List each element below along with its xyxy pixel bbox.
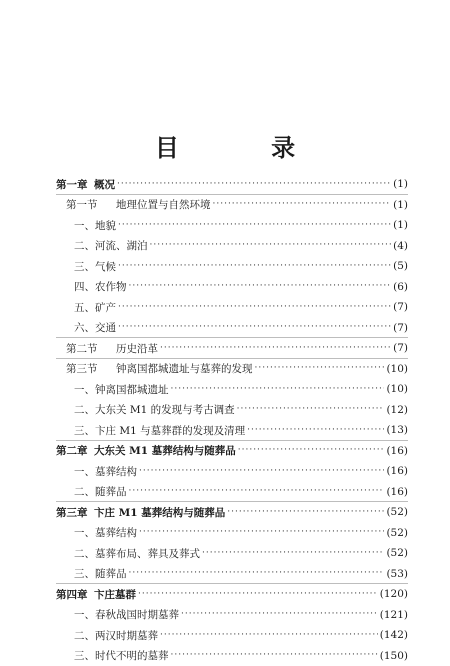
toc-entry-number: 一、 — [74, 607, 95, 622]
dot-leader — [181, 610, 378, 619]
toc-entry-page: (7) — [393, 322, 408, 334]
toc-entry — [56, 605, 408, 626]
toc-entry — [56, 420, 408, 441]
dot-leader — [160, 344, 391, 353]
toc-entry-number: 第二章 — [56, 443, 94, 458]
toc-entry-label: 概况 — [94, 177, 115, 192]
toc-entry-label: 气候 — [95, 259, 116, 274]
toc-entry-number: 四、 — [74, 279, 95, 294]
toc-entry-label: 地貌 — [95, 218, 116, 233]
dot-leader — [138, 590, 378, 599]
toc-entry-number: 三、 — [74, 566, 95, 581]
toc-entry-number: 第一节 — [66, 197, 116, 212]
page-title: 目 录 — [0, 128, 450, 163]
dot-leader — [118, 323, 391, 332]
toc-entry-page: (1) — [393, 178, 408, 190]
toc-entry-number: 二、 — [74, 238, 95, 253]
toc-entry-label: 钟离国都城遗址与墓葬的发现 — [116, 361, 253, 376]
toc-entry-number: 三、 — [74, 423, 95, 438]
dot-leader — [202, 549, 384, 558]
toc-entry — [56, 359, 408, 380]
toc-entry-number: 二、 — [74, 484, 95, 499]
toc-entry — [56, 441, 408, 462]
toc-entry-number: 二、 — [74, 546, 95, 561]
dot-leader — [213, 200, 392, 209]
toc-entry-number: 六、 — [74, 320, 95, 335]
toc-entry-page: (120) — [380, 588, 408, 600]
toc-entry-number: 一、 — [74, 218, 95, 233]
toc-entry-page: (52) — [386, 506, 408, 518]
toc-entry-page: (53) — [386, 568, 408, 580]
toc-entry — [56, 236, 408, 257]
toc-entry-label: 墓葬结构 — [95, 525, 137, 540]
toc-entry-number: 一、 — [74, 525, 95, 540]
toc-entry-page: (7) — [393, 342, 408, 354]
toc-entry — [56, 379, 408, 400]
dot-leader — [171, 385, 385, 394]
toc-entry-number: 三、 — [74, 259, 95, 274]
toc-entry — [56, 400, 408, 421]
toc-entry-label: 地理位置与自然环境 — [116, 197, 211, 212]
toc-entry-number: 第三节 — [66, 361, 116, 376]
dot-leader — [247, 426, 384, 435]
dot-leader — [129, 282, 392, 291]
toc-entry-label: 河流、湖泊 — [95, 238, 148, 253]
toc-entry-number: 第四章 — [56, 587, 94, 602]
toc-entry-label: 大东关 M1 墓葬结构与随葬品 — [94, 443, 236, 458]
toc-entry — [56, 338, 408, 359]
toc-entry-number: 一、 — [74, 464, 95, 479]
dot-leader — [118, 303, 391, 312]
toc-entry-label: 墓葬结构 — [95, 464, 137, 479]
dot-leader — [227, 508, 384, 517]
toc-entry-number: 第一章 — [56, 177, 94, 192]
toc-entry — [56, 277, 408, 298]
toc-entry-label: 卞庄墓群 — [94, 587, 136, 602]
toc-entry-number: 第三章 — [56, 505, 94, 520]
toc-entry-page: (52) — [386, 527, 408, 539]
toc-entry — [56, 482, 408, 503]
toc-entry-label: 卞庄 M1 与墓葬群的发现及清理 — [95, 423, 245, 438]
toc-entry-number: 三、 — [74, 648, 95, 663]
toc-entry-page: (10) — [386, 363, 408, 375]
dot-leader — [139, 467, 384, 476]
toc-entry-label: 墓葬布局、葬具及葬式 — [95, 546, 200, 561]
toc-entry-label: 时代不明的墓葬 — [95, 648, 169, 663]
toc-entry — [56, 646, 408, 666]
toc-entry — [56, 318, 408, 339]
dot-leader — [150, 241, 392, 250]
toc-entry-label: 随葬品 — [95, 484, 127, 499]
toc-entry-page: (16) — [386, 445, 408, 457]
dot-leader — [255, 364, 385, 373]
dot-leader — [129, 569, 385, 578]
toc-entry-page: (6) — [393, 281, 408, 293]
toc-entry-page: (1) — [393, 199, 408, 211]
toc-entry — [56, 543, 408, 564]
toc-entry-page: (150) — [380, 650, 408, 662]
toc-entry-page: (5) — [393, 260, 408, 272]
toc-entry-number: 一、 — [74, 382, 95, 397]
toc-entry — [56, 502, 408, 523]
toc-entry-label: 农作物 — [95, 279, 127, 294]
dot-leader — [118, 221, 391, 230]
toc-entry — [56, 523, 408, 544]
toc-entry-page: (13) — [386, 424, 408, 436]
dot-leader — [237, 405, 385, 414]
dot-leader — [129, 487, 385, 496]
toc-entry — [56, 215, 408, 236]
dot-leader — [171, 651, 378, 660]
toc-entry — [56, 195, 408, 216]
toc-entry-page: (121) — [380, 609, 408, 621]
toc-entry-label: 交通 — [95, 320, 116, 335]
table-of-contents — [56, 174, 408, 666]
toc-entry-number: 二、 — [74, 402, 95, 417]
toc-entry — [56, 625, 408, 646]
toc-entry-number: 二、 — [74, 628, 95, 643]
toc-entry-label: 春秋战国时期墓葬 — [95, 607, 179, 622]
toc-entry-page: (16) — [386, 486, 408, 498]
toc-entry-page: (7) — [393, 301, 408, 313]
toc-entry-label: 卞庄 M1 墓葬结构与随葬品 — [94, 505, 225, 520]
toc-entry — [56, 297, 408, 318]
toc-entry-number: 五、 — [74, 300, 95, 315]
dot-leader — [118, 262, 391, 271]
toc-entry-page: (4) — [393, 240, 408, 252]
dot-leader — [139, 528, 384, 537]
toc-entry — [56, 256, 408, 277]
toc-entry-label: 两汉时期墓葬 — [95, 628, 158, 643]
toc-entry-label: 矿产 — [95, 300, 116, 315]
toc-entry-number: 第二节 — [66, 341, 116, 356]
toc-entry — [56, 564, 408, 585]
toc-entry — [56, 461, 408, 482]
toc-entry-page: (10) — [386, 383, 408, 395]
toc-entry-label: 随葬品 — [95, 566, 127, 581]
toc-entry-page: (16) — [386, 465, 408, 477]
toc-entry-label: 钟离国都城遗址 — [95, 382, 169, 397]
toc-entry-label: 历史沿革 — [116, 341, 158, 356]
toc-entry-page: (52) — [386, 547, 408, 559]
dot-leader — [160, 631, 378, 640]
toc-entry-page: (12) — [386, 404, 408, 416]
toc-entry-page: (142) — [380, 629, 408, 641]
toc-entry-label: 大东关 M1 的发现与考古调查 — [95, 402, 235, 417]
toc-entry — [56, 584, 408, 605]
dot-leader — [117, 180, 391, 189]
toc-entry — [56, 174, 408, 195]
dot-leader — [238, 446, 385, 455]
toc-entry-page: (1) — [393, 219, 408, 231]
